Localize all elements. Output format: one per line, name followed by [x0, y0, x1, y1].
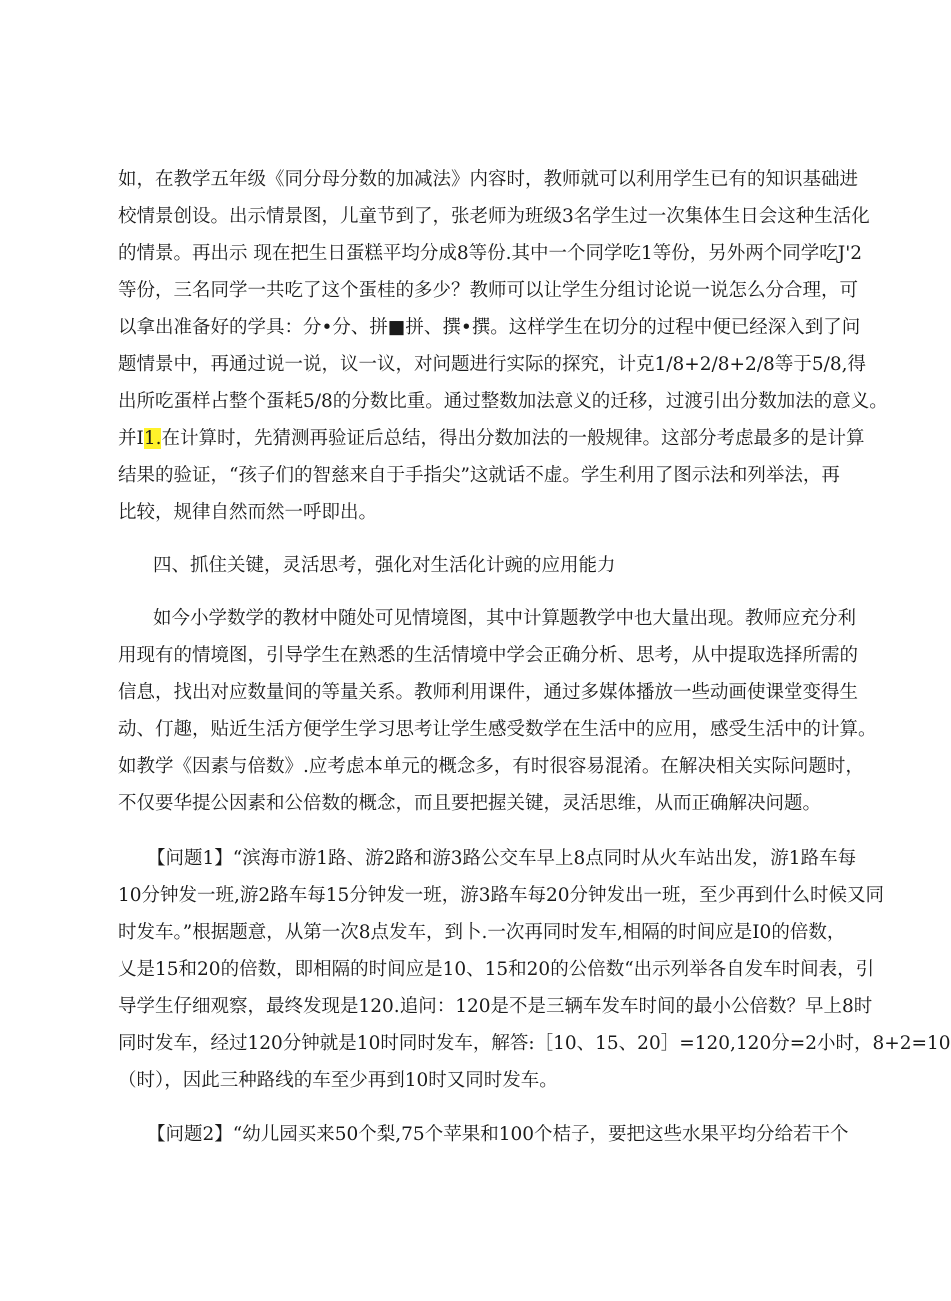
text-line: 等份，三名同学一共吃了这个蛋桂的多少？教师可以让学生分组讨论说一说怎么分合理，可	[118, 280, 859, 301]
text-line: 出所吃蛋样占整个蛋耗5/8的分数比重。通过整数加法意义的迁移，过渡引出分数加法的意义。	[118, 391, 888, 412]
text-line: 比较，规律自然而然一呼即出。	[118, 502, 378, 523]
text-line: 动、仃趣，贴近生活方便学生学习思考让学生感受数学在生活中的应用，感受生活中的计算。	[118, 719, 877, 740]
text-line: 校情景创设。出示情景图，儿童节到了，张老师为班级3名学生过一次集体生日会这种生活化	[118, 206, 870, 227]
text-line	[0, 421, 865, 457]
text-line: 【问题2】“幼儿园买来50个梨,75个苹果和100个桔子，要把这些水果平均分给若干个	[147, 1124, 849, 1145]
section-heading: 四、抓住关键，灵活思考，强化对生活化计豌的应用能力	[153, 555, 616, 576]
text-line: 题情景中，再通过说一说，议一议，对问题进行实际的探究，计克1/8+2/8+2/8等于5/8,得	[118, 354, 866, 375]
text-line: 如，在教学五年级《同分母分数的加减法》内容时，教师就可以利用学生已有的知识基础进	[118, 169, 859, 190]
text-line: 信息，找出对应数量间的等量关系。教师利用课件，通过多媒体播放一些动画使课堂变得生	[118, 682, 859, 703]
text-line: 结果的验证，“孩子们的智慈来自于手指尖”这就话不虚。学生利用了图示法和列举法，再	[118, 465, 840, 486]
text-line: 时发车。”根据题意，从第一次8点发车，到卜.一次再同时发车,相隔的时间应是I0的倍数，	[118, 922, 846, 943]
highlighted-text: 1.	[143, 428, 162, 449]
text-line: 如今小学数学的教材中随处可见情境图，其中计算题教学中也大量出现。教师应充分利	[153, 608, 857, 629]
text-line: 用现有的情境图，引导学生在熟悉的生活情境中学会正确分析、思考，从中提取选择所需的	[118, 645, 859, 666]
text-fragment: 并I	[118, 428, 144, 449]
text-line: 导学生仔细观察，最终发现是120.追问：120是不是三辆车发车时间的最小公倍数？早上8时	[118, 996, 873, 1017]
text-line: 乂是15和20的倍数，即相隔的时间应是10、15和20的公倍数“出示列举各自发车时间表，引	[118, 959, 875, 980]
text-line: 10分钟发一班,游2路车每15分钟发一班，游3路车每20分钟发出一班，至少再到什么时候又同	[118, 885, 885, 906]
text-line: 不仅要华提公因素和公倍数的概念，而且要把握关键，灵活思维，从而正确解决问题。	[118, 793, 822, 814]
text-line: 如教学《因素与倍数》.应考虑本单元的概念多，有时很容易混淆。在解决相关实际问题时，	[118, 756, 864, 777]
text-line: 的情景。再出示 现在把生日蛋糕平均分成8等份.其中一个同学吃1等份，另外两个同学吃J'2	[118, 243, 863, 264]
text-line: （时），因此三种路线的车至少再到10时又同时发车。	[118, 1070, 558, 1091]
text-line: 【问题1】“滨海市游1路、游2路和游3路公交车早上8点同时从火车站出发，游1路车每	[147, 848, 857, 869]
text-line: 同时发车，经过120分钟就是10时同时发车，解答:［10、15、20］=120,120分=2小时，8+2=10	[118, 1033, 951, 1054]
text-line: 以拿出准备好的学具：分•分、拼■拼、撰•撰。这样学生在切分的过程中便已经深入到了问	[118, 317, 861, 338]
text-fragment: 在计算时，先猜测再验证后总结，得出分数加法的一般规律。这部分考虑最多的是计算	[161, 428, 865, 449]
